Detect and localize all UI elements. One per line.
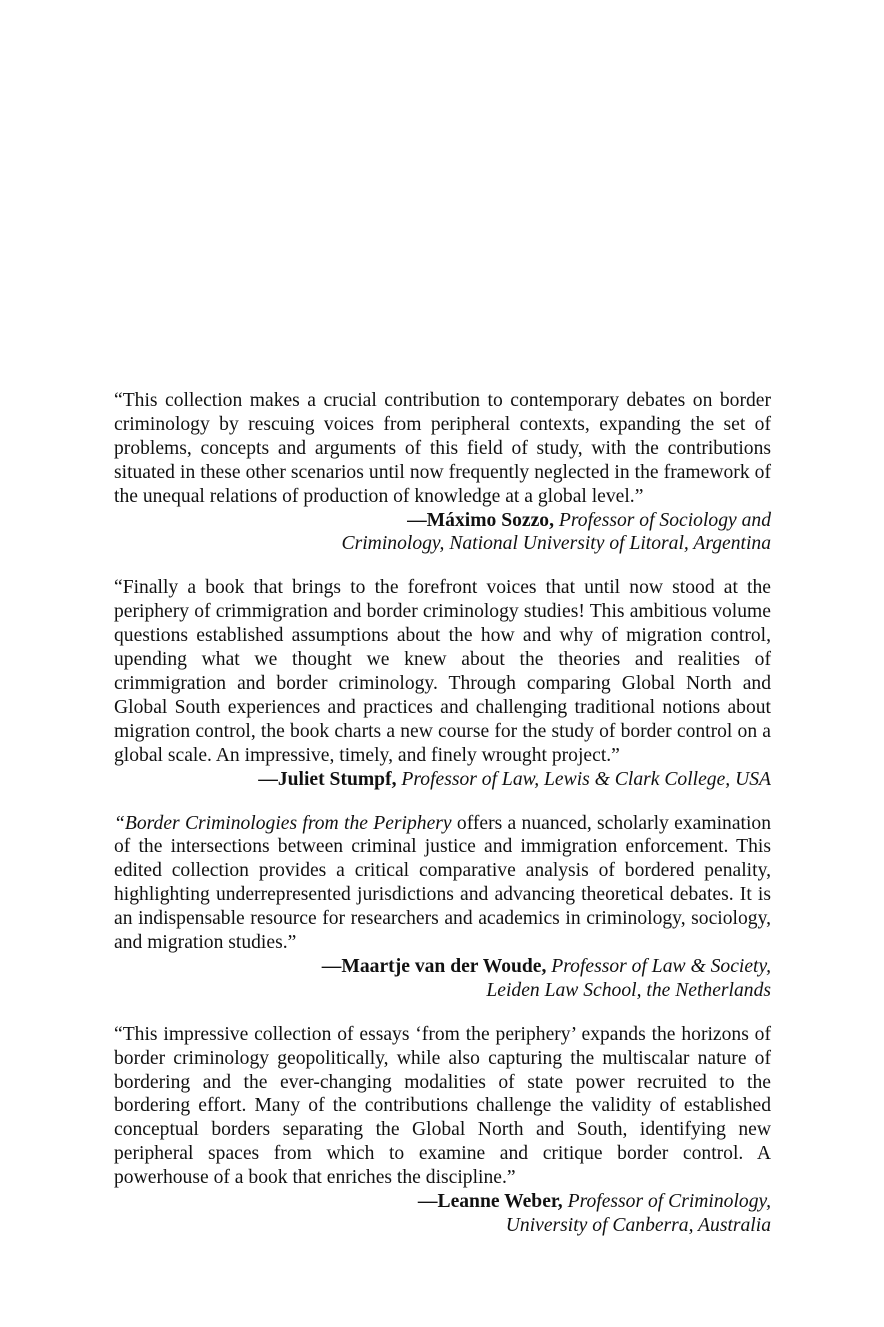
endorser-role: Professor of Law, Lewis & Clark College, USA	[401, 768, 771, 790]
endorser-role: Professor of Criminology,	[567, 1191, 771, 1213]
endorser-role: Professor of Law & Society,	[551, 955, 771, 977]
endorsement-attribution	[114, 509, 771, 557]
endorser-name: —Máximo Sozzo,	[407, 509, 555, 531]
endorser-name: —Leanne Weber,	[417, 1191, 563, 1213]
endorsement-sozzo	[114, 389, 771, 556]
endorser-name: —Maartje van der Woude,	[321, 955, 547, 977]
endorsement-quote: “This impressive collection of essays ‘from the periphery’ expands the horizons of border criminology geopolitically, while also capturing the multiscalar nature of bordering and the ever-changing modalities of state power recruited to the bordering effort. Many of the contributions challenge the validity of established conceptual borders separating the Global North and South, identifying new peripheral spaces from which to examine and critique border control. A powerhouse of a book that enriches the discipline.”	[114, 1023, 771, 1189]
book-title: “Border Criminologies from the Periphery	[114, 812, 452, 834]
endorser-affiliation: Criminology, National University of Litoral, Argentina	[341, 533, 771, 555]
endorser-role: Professor of Sociology and	[558, 509, 771, 531]
endorsement-quote: “This collection makes a crucial contribution to contemporary debates on border criminology by rescuing voices from peripheral contexts, expanding the set of problems, concepts and arguments of this field of study, with the contributions situated in these other scenarios until now frequently neglected in the framework of the unequal relations of production of knowledge at a global level.”	[114, 390, 771, 507]
endorsement-attribution	[114, 955, 771, 1003]
endorsement-quote: “Finally a book that brings to the forefront voices that until now stood at the periphery of crimmigration and border criminology studies! This ambitious volume questions established assumptions about the how and why of migration control, upending what we thought we knew about the theories and realities of crimmigration and border criminology. Through comparing Global North and Global South experiences and practices and challenging traditional notions about migration control, the book charts a new course for the study of border control on a global scale. An impressive, timely, and finely wrought project.”	[114, 577, 771, 766]
endorser-name: —Juliet Stumpf,	[258, 768, 397, 790]
endorsement-attribution	[114, 768, 771, 792]
endorsement-quote-body: offers a nuanced, scholarly examination of the intersections between criminal justice and immigration enforcement. This edited collection provides a critical comparative analysis of bordered penality, highlighting underrepresented jurisdictions and advancing theoretical debates. It is an indispensable resource for researchers and academics in criminology, sociology, and migration studies.”	[114, 812, 771, 954]
endorsement-stumpf	[114, 576, 771, 791]
endorsement-van-der-woude	[114, 812, 771, 1003]
endorsement-attribution	[114, 1190, 771, 1238]
endorser-affiliation: Leiden Law School, the Netherlands	[486, 979, 771, 1001]
endorser-affiliation: University of Canberra, Australia	[505, 1215, 771, 1236]
endorsement-quote	[114, 812, 771, 955]
endorsement-weber	[114, 1023, 771, 1238]
endorsements-page	[114, 389, 771, 1258]
